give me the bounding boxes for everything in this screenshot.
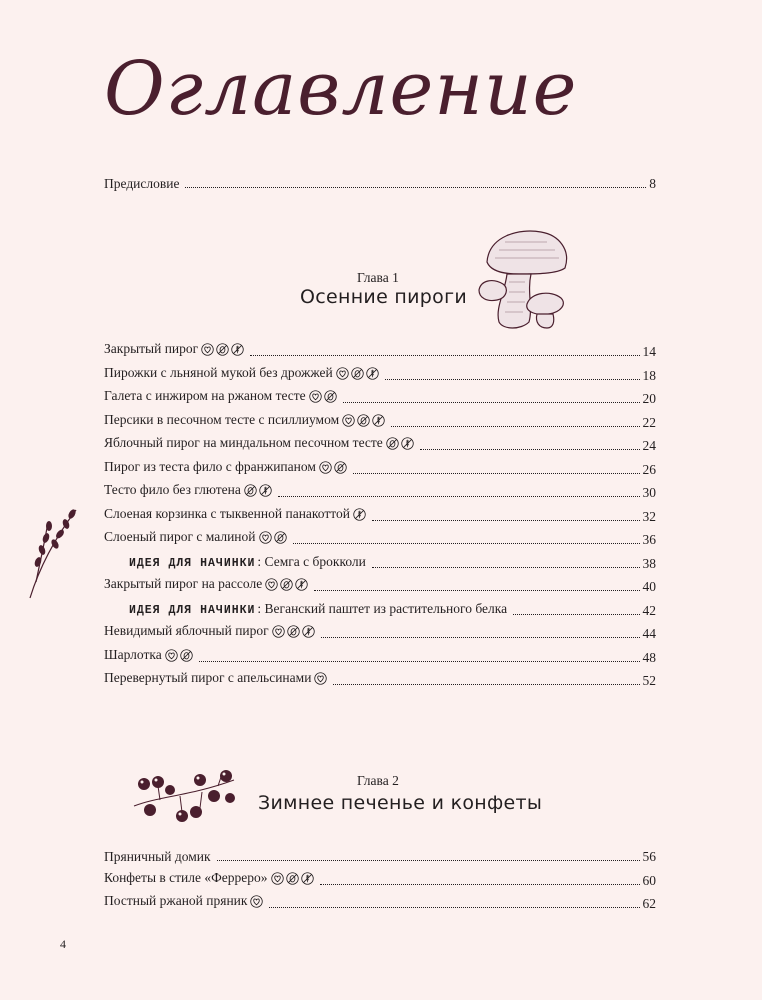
toc-entry-label: Предисловие [104,176,180,191]
toc-entry-page: 8 [649,176,656,191]
toc-entry-label: Перевернутый пирог с апельсинами [104,670,327,689]
toc-entry[interactable] [104,411,656,431]
dot-leader [391,426,639,427]
toc-entry-page: 14 [642,344,656,359]
toc-entry-label: Слоеная корзинка с тыквенной панакоттой [104,506,366,525]
heart-icon [271,872,284,889]
dot-leader [513,614,639,615]
dot-leader [353,473,640,474]
no-egg-icon [357,414,370,431]
diet-icons [342,414,385,431]
toc-entry-label: Пряничный домик [104,849,211,864]
toc-entry-label: ИДЕЯ ДЛЯ НАЧИНКИ : Семга с брокколи [129,553,366,570]
toc-entry-page: 38 [642,555,656,571]
toc-entry-preface[interactable] [104,172,656,192]
diet-icons [271,872,314,889]
dot-leader [278,496,640,497]
toc-entry[interactable] [104,622,656,642]
dot-leader [372,520,640,521]
no-egg-icon [280,578,293,595]
no-egg-icon [274,531,287,548]
no-gluten-icon [259,484,272,501]
toc-entry[interactable] [104,646,656,666]
diet-icons [272,625,315,642]
no-egg-icon [287,625,300,642]
toc-entry-label: Пирожки с льняной мукой без дрожжей [104,365,379,384]
toc-entry[interactable] [104,434,656,454]
heart-icon [314,672,327,689]
dot-leader [321,637,640,638]
chapter-2-title: Зимнее печенье и конфеты [258,792,543,814]
toc-entry-page: 36 [642,532,656,547]
lavender-sprig-illustration [22,502,84,602]
toc-entry-page: 24 [642,438,656,453]
dot-leader [372,567,640,568]
diet-icons [353,508,366,525]
dot-leader [185,187,646,188]
toc-entry[interactable] [104,481,656,501]
toc-entry-label: ИДЕЯ ДЛЯ НАЧИНКИ : Веганский паштет из растительного белка [129,600,508,617]
toc-entry[interactable] [104,340,656,360]
toc-entry-page: 26 [642,461,656,477]
no-egg-icon [386,437,399,454]
toc-entry[interactable] [104,845,656,865]
no-gluten-icon [353,508,366,525]
no-gluten-icon [372,414,385,431]
heart-icon [342,414,355,431]
toc-entry-page: 32 [642,508,656,524]
dot-leader [250,355,639,356]
filling-idea-label: ИДЕЯ ДЛЯ НАЧИНКИ [129,603,256,617]
toc-entry-label: Закрытый пирог [104,341,244,360]
toc-entry-page: 20 [642,391,656,406]
no-egg-icon [324,390,337,407]
dot-leader [320,884,640,885]
toc-entry-page: 30 [642,485,656,500]
no-gluten-icon [401,437,414,454]
diet-icons [201,343,244,360]
toc-entry[interactable] [104,364,656,384]
heart-icon [250,895,263,912]
chapter-1-label: Глава 1 [357,270,399,285]
toc-entry-label: Закрытый пирог на рассоле [104,576,308,595]
heart-icon [265,578,278,595]
dot-leader [293,543,640,544]
toc-entry-label: Галета с инжиром на ржаном тесте [104,388,337,407]
heart-icon [272,625,285,642]
no-gluten-icon [302,625,315,642]
page-title: Оглавление [104,46,578,132]
chapter-2-label: Глава 2 [357,773,399,788]
no-egg-icon [334,461,347,478]
chapter-1-title: Осенние пироги [300,286,467,308]
toc-entry[interactable] [129,599,656,619]
toc-entry-page: 42 [642,602,656,618]
toc-entry-label: Шарлотка [104,647,193,666]
dot-leader [269,907,639,908]
toc-entry[interactable] [104,528,656,548]
toc-entry-page: 40 [642,579,656,594]
dot-leader [199,661,640,662]
heart-icon [259,531,272,548]
toc-entry-label: Яблочный пирог на миндальном песочном тесте [104,435,414,454]
no-gluten-icon [301,872,314,889]
toc-entry-label: Тесто фило без глютена [104,482,272,501]
toc-entry-label: Пирог из теста фило с франжипаном [104,459,347,478]
diet-icons [336,367,379,384]
filling-idea-label: ИДЕЯ ДЛЯ НАЧИНКИ [129,556,256,570]
berries-illustration [130,766,240,828]
toc-entry[interactable] [104,669,656,689]
toc-entry-page: 62 [642,896,656,911]
toc-entry-label: Персики в песочном тесте с псиллиумом [104,412,385,431]
diet-icons [314,672,327,689]
toc-entry-page: 22 [642,414,656,430]
heart-icon [309,390,322,407]
no-egg-icon [351,367,364,384]
toc-entry-page: 60 [642,872,656,888]
diet-icons [244,484,272,501]
toc-entry-label: Невидимый яблочный пирог [104,623,315,642]
no-egg-icon [286,872,299,889]
toc-entry-page: 48 [642,649,656,665]
dot-leader [385,379,640,380]
page-number: 4 [60,937,66,951]
dot-leader [217,860,640,861]
heart-icon [319,461,332,478]
toc-entry-page: 56 [642,849,656,864]
diet-icons [309,390,337,407]
toc-entry[interactable] [104,505,656,525]
no-egg-icon [244,484,257,501]
dot-leader [314,590,639,591]
toc-entry-label: Слоеный пирог с малиной [104,529,287,548]
dot-leader [420,449,640,450]
heart-icon [201,343,214,360]
toc-entry-page: 44 [642,626,656,641]
toc-entry-page: 52 [642,673,656,688]
heart-icon [336,367,349,384]
toc-entry-page: 18 [642,367,656,383]
dot-leader [343,402,640,403]
toc-entry[interactable] [104,892,656,912]
toc-entry[interactable] [129,552,656,572]
dot-leader [333,684,639,685]
diet-icons [319,461,347,478]
mushroom-illustration [475,222,575,334]
toc-entry[interactable] [104,458,656,478]
no-gluten-icon [366,367,379,384]
diet-icons [250,895,263,912]
toc-entry-label: Постный ржаной пряник [104,893,263,912]
toc-entry[interactable] [104,869,656,889]
diet-icons [259,531,287,548]
toc-entry[interactable] [104,387,656,407]
toc-entry[interactable] [104,575,656,595]
diet-icons [265,578,308,595]
no-gluten-icon [231,343,244,360]
heart-icon [165,649,178,666]
no-gluten-icon [295,578,308,595]
diet-icons [165,649,193,666]
no-egg-icon [180,649,193,666]
diet-icons [386,437,414,454]
toc-entry-label: Конфеты в стиле «Ферреро» [104,870,314,889]
no-egg-icon [216,343,229,360]
